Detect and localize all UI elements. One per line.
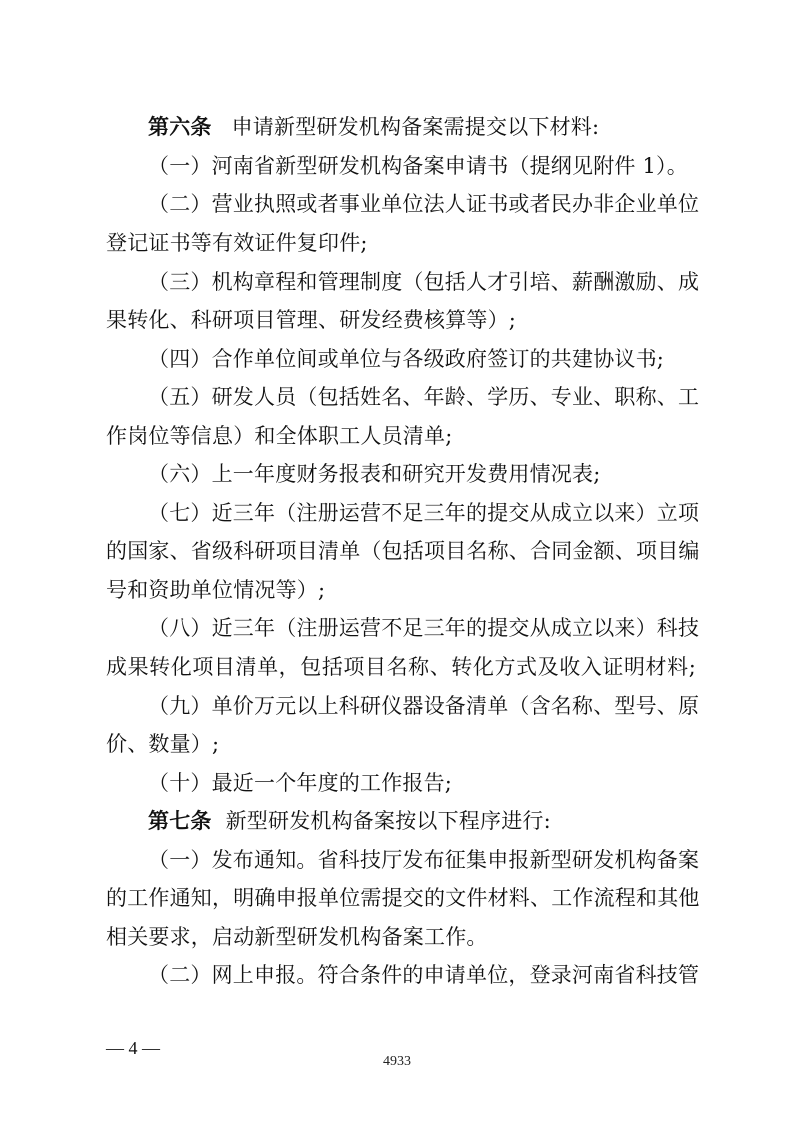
article-7-intro: 新型研发机构备案按以下程序进行:	[225, 809, 551, 833]
article-6-item-5-line-2: 作岗位等信息）和全体职工人员清单;	[106, 424, 453, 448]
article-6-item-2-line-2: 登记证书等有效证件复印件;	[106, 231, 368, 255]
article-6-item-2-line-1: （二）营业执照或者事业单位法人证书或者民办非企业单位	[148, 192, 700, 216]
article-6-heading: 第六条	[148, 115, 212, 139]
article-6-item-9-line-1: （九）单价万元以上科研仪器设备清单（含名称、型号、原	[148, 694, 700, 718]
article-6-item-7-line-1: （七）近三年（注册运营不足三年的提交从成立以来）立项	[148, 501, 700, 525]
article-6-item-10-line-1: （十）最近一个年度的工作报告;	[148, 771, 453, 795]
article-6-item-7-line-3: 号和资助单位情况等）;	[106, 578, 326, 602]
article-7-item-1-line-1: （一）发布通知。省科技厅发布征集申报新型研发机构备案	[148, 848, 700, 872]
article-6-heading-line	[148, 113, 696, 141]
article-6-item-8-line-2: 成果转化项目清单，包括项目名称、转化方式及收入证明材料;	[106, 655, 696, 679]
article-6-item-8-line-1: （八）近三年（注册运营不足三年的提交从成立以来）科技	[148, 616, 700, 640]
article-6-item-3-line-1: （三）机构章程和管理制度（包括人才引培、薪酬激励、成	[148, 270, 700, 294]
article-7-item-2-line-1: （二）网上申报。符合条件的申请单位，登录河南省科技管	[148, 963, 700, 987]
footer-code: 4933	[383, 1054, 411, 1069]
article-6-item-5-line-1: （五）研发人员（包括姓名、年龄、学历、专业、职称、工	[148, 385, 700, 409]
article-7-item-1-line-2: 的工作通知，明确申报单位需提交的文件材料、工作流程和其他	[106, 886, 700, 910]
article-7-heading: 第七条	[148, 809, 212, 833]
article-7-item-1-line-3: 相关要求，启动新型研发机构备案工作。	[106, 925, 488, 949]
article-6-item-4-line-1: （四）合作单位间或单位与各级政府签订的共建协议书;	[148, 347, 665, 371]
article-6-intro: 申请新型研发机构备案需提交以下材料:	[231, 115, 600, 139]
page-number: — 4 —	[106, 1038, 160, 1058]
article-6-item-3-line-2: 果转化、科研项目管理、研发经费核算等）;	[106, 308, 517, 332]
article-6-item-9-line-2: 价、数量）;	[106, 732, 220, 756]
article-7-heading-line	[148, 807, 696, 835]
article-6-item-7-line-2: 的国家、省级科研项目清单（包括项目名称、合同金额、项目编	[106, 539, 700, 563]
article-6-item-1-line-1: （一）河南省新型研发机构备案申请书（提纲见附件 1）。	[148, 154, 688, 178]
article-6-item-6-line-1: （六）上一年度财务报表和研究开发费用情况表;	[148, 462, 601, 486]
